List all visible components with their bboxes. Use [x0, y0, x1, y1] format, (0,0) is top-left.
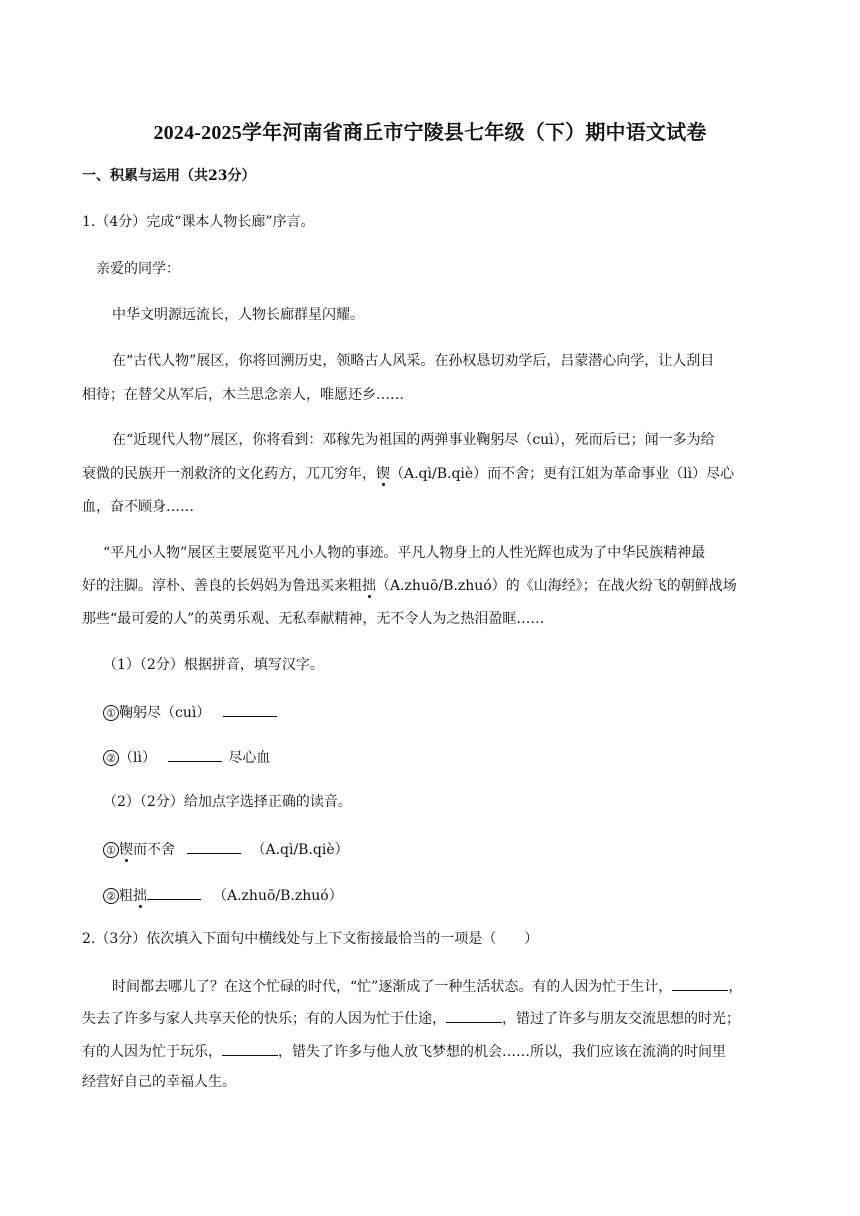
text-segment: 好的注脚。淳朴、善良的长妈妈为鲁迅买来粗: [82, 578, 362, 594]
question-2-passage-line-1: [112, 975, 782, 997]
text-segment: ，: [728, 979, 743, 995]
sub-question-text: （2分）给加点字选择正确的读音。: [139, 794, 352, 810]
preface-paragraph-2-line-1: 在“古代人物”展区，你将回溯历史，领略古人风采。在孙权恳切劝学后，吕蒙潜心向学，让人刮目: [112, 353, 715, 369]
item-text: 尽心血: [228, 750, 271, 766]
answer-blank[interactable]: [222, 1040, 278, 1056]
question-2-passage-line-2: [82, 1007, 782, 1029]
answer-blank[interactable]: [187, 838, 241, 854]
preface-paragraph-1: 中华文明源远流长，人物长廊群星闪耀。: [112, 307, 364, 323]
sub-question-1: （1）（2分）根据拼音，填写汉字。: [103, 657, 324, 673]
text-segment: （A.qì/B.qiè）而不舍；更有江姐为革命事业（lì）尽心: [390, 466, 735, 482]
dotted-character: 锲: [376, 466, 390, 482]
section-heading: 一、积累与运用（共23分）: [82, 168, 256, 184]
text-segment: 失去了许多与家人共享天伦的快乐；有的人因为忙于仕途，: [82, 1011, 446, 1027]
circled-number: ②: [103, 888, 119, 904]
circled-number: ①: [103, 842, 119, 858]
item-text: 鞠躬尽（cuì）: [119, 705, 211, 721]
answer-blank[interactable]: [446, 1007, 502, 1023]
text-segment: 时间都去哪儿了？在这个忙碌的时代，“忙”逐渐成了一种生活状态。有的人因为忙于生计，: [112, 979, 673, 995]
text-segment: ，错失了许多与他人放飞梦想的机会……所以，我们应该在流淌的时间里: [278, 1044, 726, 1060]
preface-paragraph-4-line-3: 那些“最可爱的人”的英勇乐观、无私奉献精神，无不令人为之热泪盈眶……: [82, 611, 545, 627]
preface-paragraph-3-line-3: 血，奋不顾身……: [82, 499, 194, 515]
preface-paragraph-2-line-2: 相待；在替父从军后，木兰思念亲人，唯愿还乡……: [82, 387, 404, 403]
sub-question-2-item-b: [103, 884, 803, 906]
question-2-passage-line-4: 经营好自己的幸福人生。: [82, 1074, 236, 1090]
sub-question-2: [103, 792, 803, 812]
preface-paragraph-4-line-1: “平凡小人物”展区主要展览平凡小人物的事迹。平凡人物身上的人性光辉也成为了中华民族精神最: [103, 545, 706, 561]
sub-question-1-item-b: [103, 746, 803, 768]
answer-blank[interactable]: [672, 975, 728, 991]
answer-blank[interactable]: [168, 746, 222, 762]
answer-blank[interactable]: [223, 701, 277, 717]
circled-number: ①: [103, 705, 119, 721]
greeting: 亲爱的同学：: [96, 261, 180, 277]
preface-paragraph-3-line-2: [82, 464, 782, 484]
sub-question-number: （2）: [103, 794, 140, 810]
question-2-passage-line-3: [82, 1040, 782, 1062]
item-text: （lì）: [119, 750, 156, 766]
text-segment: 有的人因为忙于玩乐，: [82, 1044, 222, 1060]
text-segment: 衰微的民族开一剂救济的文化药方，兀兀穷年，: [82, 466, 376, 482]
question-2-stem: 2.（3分）依次填入下面句中横线处与上下文衔接最恰当的一项是（ ）: [82, 931, 539, 947]
preface-paragraph-3-line-1: 在“近现代人物”展区，你将看到：邓稼先为祖国的两弹事业鞠躬尽（cuì），死而后已；闻一多为给: [112, 432, 715, 448]
dotted-character: 拙: [133, 888, 147, 904]
pinyin-options: （A.zhuō/B.zhuó）: [213, 888, 343, 904]
sub-question-2-item-a: [103, 838, 803, 860]
sub-question-1-item-a: [103, 701, 803, 723]
question-1-stem: 1.（4分）完成“课本人物长廊”序言。: [82, 214, 315, 230]
answer-blank[interactable]: [147, 884, 201, 900]
text-segment: ，错过了许多与朋友交流思想的时光；: [502, 1011, 740, 1027]
page-title: 2024-2025学年河南省商丘市宁陵县七年级（下）期中语文试卷: [153, 122, 707, 144]
preface-paragraph-4-line-2: [82, 576, 782, 596]
item-text: 而不舍: [133, 842, 175, 858]
pinyin-options: （A.qì/B.qiè）: [251, 842, 349, 858]
dotted-character: 锲: [119, 842, 133, 858]
circled-number: ②: [103, 750, 119, 766]
dotted-character: 拙: [362, 578, 376, 594]
item-text: 粗: [119, 888, 133, 904]
text-segment: （A.zhuō/B.zhuó）的《山海经》；在战火纷飞的朝鲜战场: [376, 578, 737, 594]
